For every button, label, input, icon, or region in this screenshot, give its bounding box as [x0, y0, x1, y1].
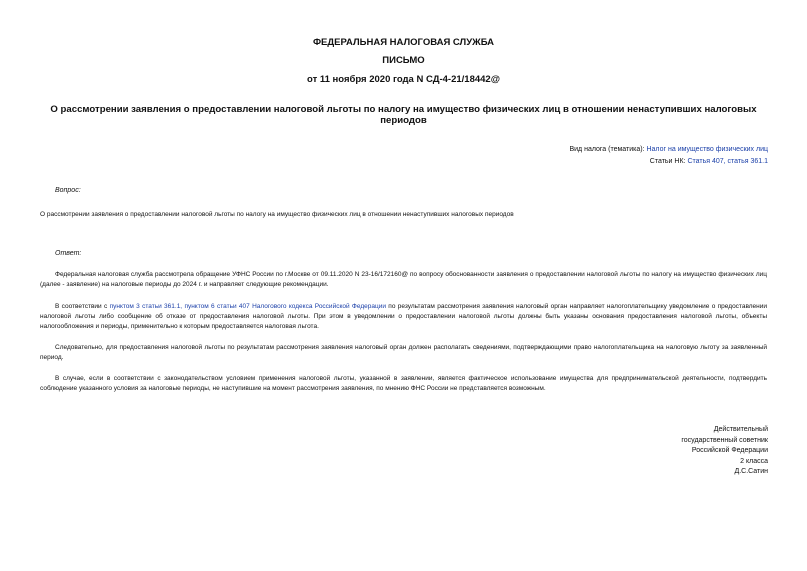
document-date-number: от 11 ноября 2020 года N СД-4-21/18442@: [307, 74, 500, 85]
agency-name: ФЕДЕРАЛЬНАЯ НАЛОГОВАЯ СЛУЖБА: [312, 37, 495, 48]
answer-p2-post: по результатам рассмотрения заявления налоговый орган направляет налогоплательщику уведомление о предоставлении налоговой льготы либо сообщение об отказе от предоставления налоговой льготы. При этом в уведомлении о предоставлении налоговой льготы должны быть указаны основания предоставления налоговой льготы, объекты налогообложения и периоды, применительно к которым предоставляется налоговая льгота.: [40, 303, 768, 330]
question-text: О рассмотрении заявления о предоставлении налоговой льготы по налогу на имущество физических лиц в отношении ненаступивших налоговых периодов: [40, 211, 514, 218]
answer-paragraph-1: Федеральная налоговая служба рассмотрела обращение УФНС России по г.Москве от 09.11.2020 N 23-16/172160@ по вопросу обоснованности заявления о предоставлении налоговой льготы по налогу на имущество физических лиц (далее - заявление) на налоговые периоды до 2024 г. и направляет следующие рекомендации.: [40, 271, 767, 288]
tax-type-label: Вид налога (тематика):: [569, 146, 647, 153]
answer-paragraph-3: Следовательно, для предоставления налоговой льготы по результатам рассмотрения заявления налоговый орган должен располагать сведениями, подтверждающими право налогоплательщика на налоговую льготу за заявленный период.: [40, 344, 767, 361]
signature-line-4: 2 класса: [740, 457, 768, 465]
answer-p2-pre: В соответствии с: [55, 303, 110, 310]
signature-line-2: государственный советник: [681, 436, 768, 444]
document-meta: [569, 144, 768, 167]
articles-label: Статьи НК:: [649, 157, 688, 165]
answer-paragraph-4: В случае, если в соответствии с законодательством условием применения налоговой льготы, указанной в заявлении, является фактическое использование имущества для предпринимательской деятельности, подтвердить соблюдение указанного условия за налоговые периоды, не наступившие на момент рассмотрения заявления, по мнению ФНС России не представляется возможным.: [40, 375, 767, 392]
answer-label: Ответ:: [55, 250, 82, 257]
tax-type-link[interactable]: Налог на имущество физических лиц: [646, 146, 768, 153]
signature-line-1: Действительный: [713, 426, 768, 433]
signature-line-3: Российской Федерации: [691, 447, 768, 455]
signature-block: [681, 425, 768, 478]
question-label: Вопрос:: [55, 187, 81, 194]
document-title: О рассмотрении заявления о предоставлении налоговой льготы по налогу на имущество физических лиц в отношении ненаступивших налоговых периодов: [50, 104, 757, 126]
articles-row: [569, 156, 768, 168]
document-type: ПИСЬМО: [382, 55, 425, 66]
tax-type-row: [569, 144, 768, 156]
tax-code-link[interactable]: пунктом 3 статьи 361.1, пунктом 6 статьи 407 Налогового кодекса Российской Федерации: [109, 303, 386, 310]
signatory-name: Д.С.Сатин: [734, 468, 768, 476]
answer-paragraph-2: [40, 302, 767, 331]
articles-link[interactable]: Статья 407, статья 361.1: [687, 157, 768, 165]
